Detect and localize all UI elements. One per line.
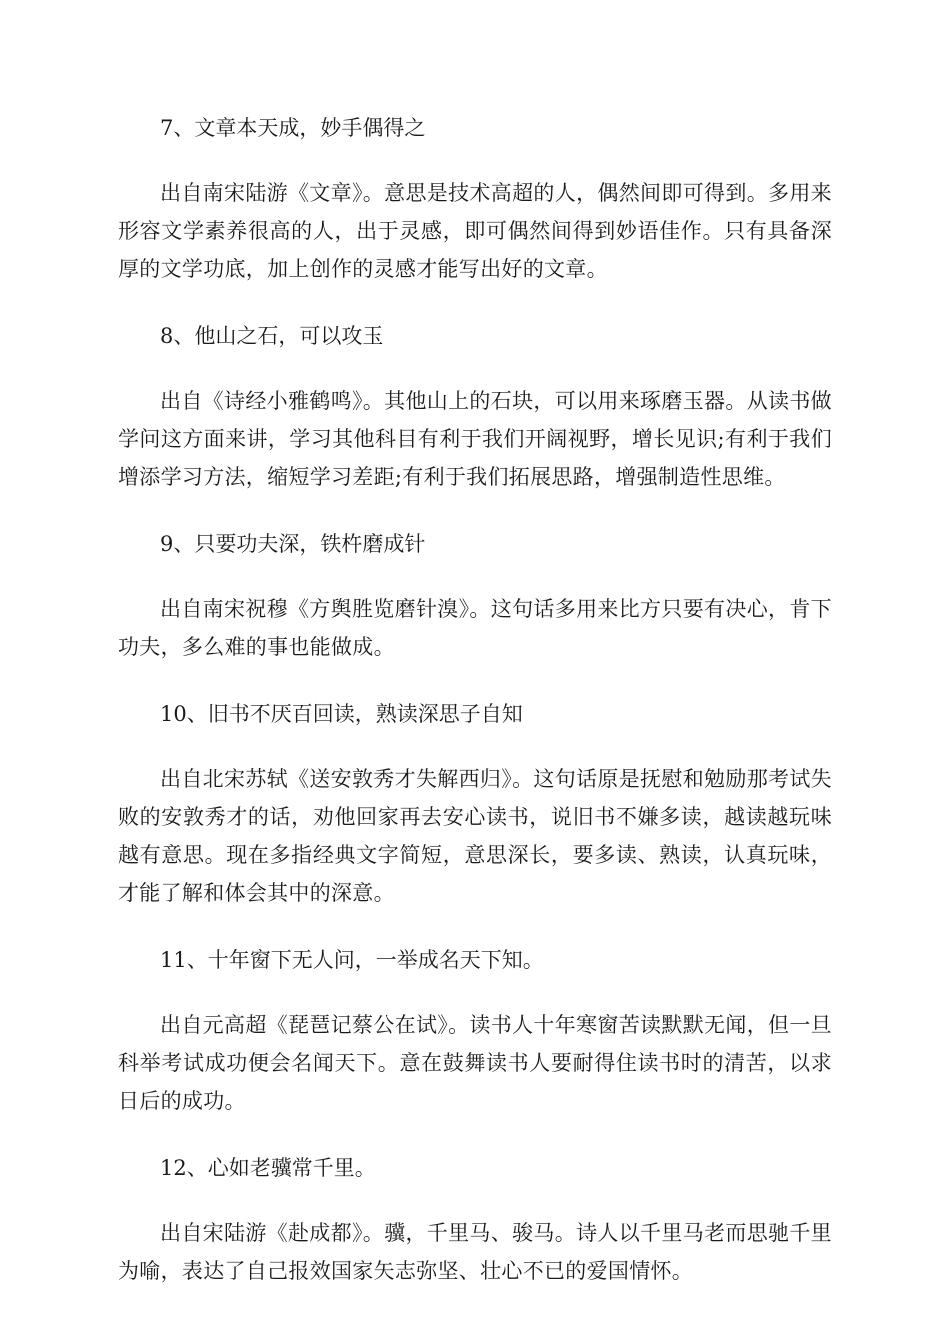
entry-9	[118, 524, 832, 666]
entry-heading: 10、旧书不厌百回读，熟读深思子自知	[160, 702, 523, 726]
entry-8	[118, 316, 832, 496]
entry-body: 出自《诗经小雅鹤鸣》。其他山上的石块，可以用来琢磨玉器。从读书做学问这方面来讲，学习其他科目有利于我们开阔视野，增长见识;有利于我们增添学习方法，缩短学习差距;有利于我们拓展思路，增强制造性思维。	[118, 389, 832, 489]
entry-heading: 11、十年窗下无人问，一举成名天下知。	[160, 948, 544, 972]
entry-7	[118, 108, 832, 288]
entry-body: 出自南宋祝穆《方舆胜览磨针溴》。这句话多用来比方只要有决心，肯下功夫，多么难的事也能做成。	[118, 597, 832, 659]
entry-heading: 7、文章本天成，妙手偶得之	[160, 116, 426, 140]
entry-11	[118, 940, 832, 1120]
document-content	[118, 108, 832, 1318]
entry-heading: 12、心如老骥常千里。	[160, 1156, 376, 1180]
entry-10	[118, 694, 832, 912]
entry-body: 出自北宋苏轼《送安敦秀才失解西归》。这句话原是抚慰和勉励那考试失败的安敦秀才的话，劝他回家再去安心读书，说旧书不嫌多读，越读越玩味越有意思。现在多指经典文字简短，意思深长，要多读、熟读，认真玩味，才能了解和体会其中的深意。	[118, 767, 832, 905]
entry-12	[118, 1148, 832, 1290]
entry-heading: 8、他山之石，可以攻玉	[160, 324, 384, 348]
entry-heading: 9、只要功夫深，铁杵磨成针	[160, 532, 426, 556]
entry-body: 出自元高超《琵琶记蔡公在试》。读书人十年寒窗苦读默默无闻，但一旦科举考试成功便会名闻天下。意在鼓舞读书人要耐得住读书时的清苦，以求日后的成功。	[118, 1013, 832, 1113]
entry-body: 出自南宋陆游《文章》。意思是技术高超的人，偶然间即可得到。多用来形容文学素养很高的人，出于灵感，即可偶然间得到妙语佳作。只有具备深厚的文学功底，加上创作的灵感才能写出好的文章。	[118, 181, 832, 281]
entry-body: 出自宋陆游《赴成都》。骥，千里马、骏马。诗人以千里马老而思驰千里为喻，表达了自己报效国家矢志弥坚、壮心不已的爱国情怀。	[118, 1221, 832, 1283]
